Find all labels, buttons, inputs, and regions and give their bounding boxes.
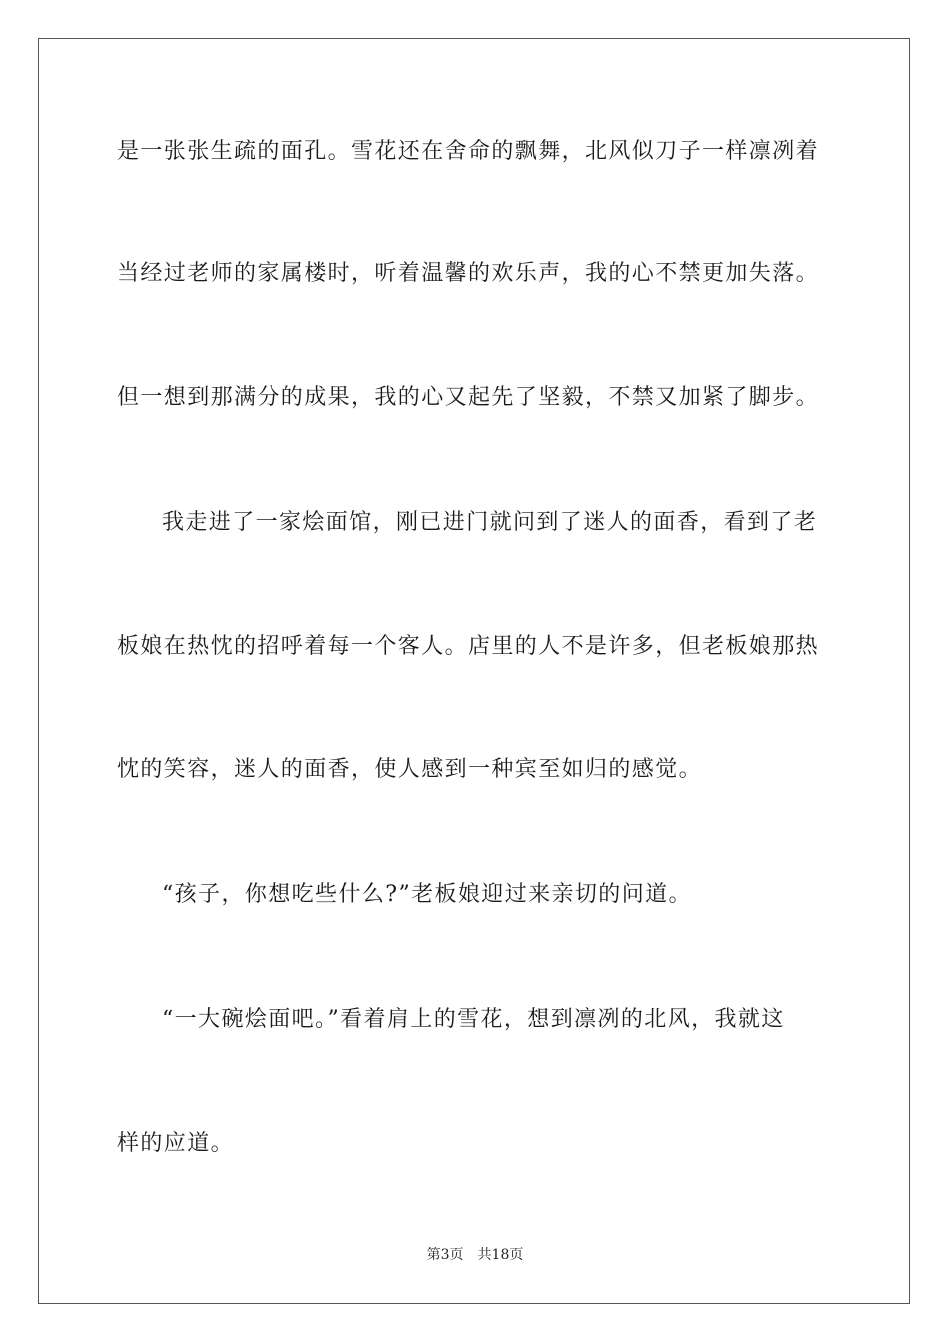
page-footer xyxy=(0,1246,950,1264)
page-border xyxy=(38,38,910,1304)
body-text-line: 是一张张生疏的面孔。雪花还在舍命的飘舞，北风似刀子一样凛冽着 xyxy=(117,139,820,164)
body-text-line: 但一想到那满分的成果，我的心又起先了坚毅，不禁又加紧了脚步。 xyxy=(117,385,820,410)
page-number: 第3页 xyxy=(426,1247,464,1263)
body-text-line: 忱的笑容，迷人的面香，使人感到一种宾至如归的感觉。 xyxy=(117,757,703,782)
body-text-line: 样的应道。 xyxy=(117,1131,235,1156)
body-text-line: 我走进了一家烩面馆，刚已进门就问到了迷人的面香，看到了老 xyxy=(162,510,818,535)
body-text-line: “一大碗烩面吧。”看着肩上的雪花，想到凛冽的北风，我就这 xyxy=(162,1007,785,1032)
body-text-line: 板娘在热忱的招呼着每一个客人。店里的人不是许多，但老板娘那热 xyxy=(117,634,820,659)
page-total: 共18页 xyxy=(477,1247,524,1263)
body-text-line: “孩子，你想吃些什么?”老板娘迎过来亲切的问道。 xyxy=(162,882,692,907)
body-text-line: 当经过老师的家属楼时，听着温馨的欢乐声，我的心不禁更加失落。 xyxy=(117,261,820,286)
